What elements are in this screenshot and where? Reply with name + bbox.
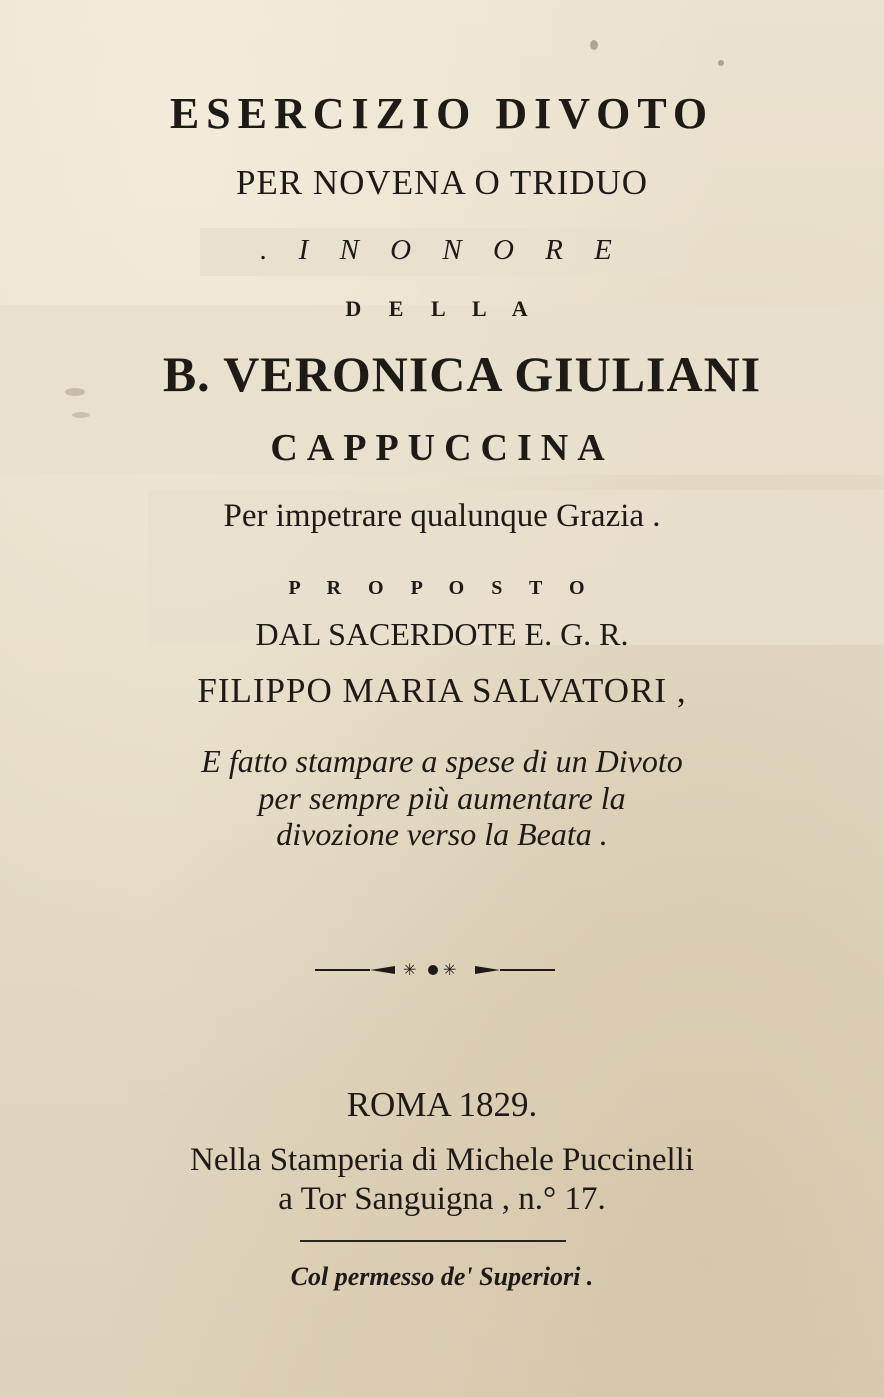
title-line-5: B. VERONICA GIULIANI (162, 346, 762, 402)
paper-speck (590, 40, 598, 50)
imprint-city-year: ROMA 1829. (346, 1085, 538, 1124)
note-line-3: divozione verso la Beata . (276, 816, 608, 852)
author-line-2: FILIPPO MARIA SALVATORI , (197, 671, 687, 710)
author-line-1: DAL SACERDOTE E. G. R. (255, 616, 629, 652)
permission-line: Col permesso de' Superiori . (290, 1262, 594, 1291)
paper-speck (72, 412, 90, 418)
title-line-1: ESERCIZIO DIVOTO (169, 89, 715, 138)
svg-text:✳: ✳ (403, 960, 417, 979)
divider-rule (300, 1240, 566, 1242)
proposto-line: P R O P O S T O (288, 577, 596, 599)
title-line-4: D E L L A (345, 296, 539, 321)
svg-text:✳: ✳ (443, 960, 457, 979)
title-line-3: . I N O N O R E (260, 234, 624, 266)
title-line-2: PER NOVENA O TRIDUO (235, 163, 649, 202)
printer-ornament (315, 960, 555, 980)
imprint-printer: Nella Stamperia di Michele Puccinelli (189, 1142, 694, 1178)
paper-speck (718, 60, 724, 66)
note-line-2: per sempre più aumentare la (258, 780, 626, 816)
imprint-address: a Tor Sanguigna , n.° 17. (278, 1181, 606, 1217)
title-line-6: CAPPUCCINA (270, 427, 614, 469)
note-line-1: E fatto stampare a spese di un Divoto (201, 743, 683, 779)
subtitle-line: Per impetrare qualunque Grazia . (223, 498, 661, 534)
